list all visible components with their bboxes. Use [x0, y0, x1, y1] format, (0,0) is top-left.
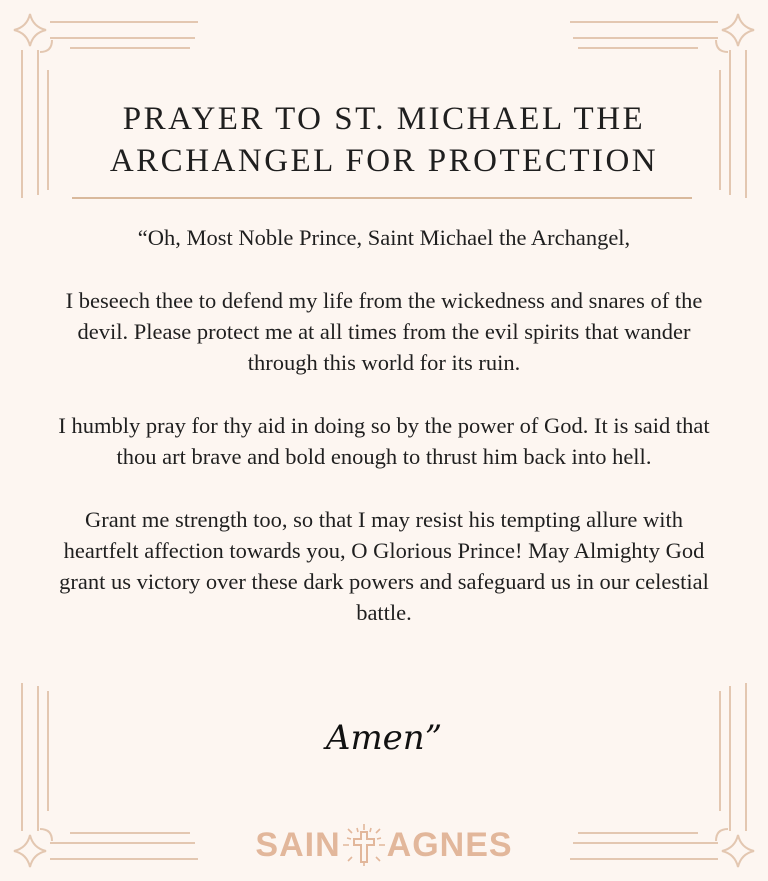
- prayer-paragraph-3: I humbly pray for thy aid in doing so by the power of God. It is said that thou art brave and bold enough to thrust him back into hell.: [58, 413, 710, 469]
- saint-agnes-logo: [0, 820, 768, 870]
- four-point-star-icon: [14, 14, 46, 46]
- prayer-paragraph-1: “Oh, Most Noble Prince, Saint Michael the Archangel,: [137, 225, 631, 250]
- prayer-body: [50, 222, 718, 660]
- logo-text-left: SAIN: [255, 825, 341, 864]
- logo-text-right: AGNES: [386, 825, 513, 864]
- title-divider: [72, 197, 692, 199]
- title-line-2: ARCHANGEL FOR PROTECTION: [109, 143, 659, 179]
- title-line-1: PRAYER TO ST. MICHAEL THE: [122, 101, 646, 137]
- prayer-paragraph-4: Grant me strength too, so that I may resist his tempting allure with heartfelt affection towards you, O Glorious Prince! May Almighty God grant us victory over these dark powers and safeguard us in our celestial battle.: [59, 507, 709, 625]
- prayer-paragraph-2: I beseech thee to defend my life from the wickedness and snares of the devil. Please protect me at all times from the evil spirits that wander through this world for its ruin.: [65, 288, 703, 375]
- page-title: [60, 98, 708, 182]
- cross-sunburst-icon: [339, 820, 389, 870]
- four-point-star-icon: [722, 14, 754, 46]
- closing-amen: Amen”: [325, 718, 443, 758]
